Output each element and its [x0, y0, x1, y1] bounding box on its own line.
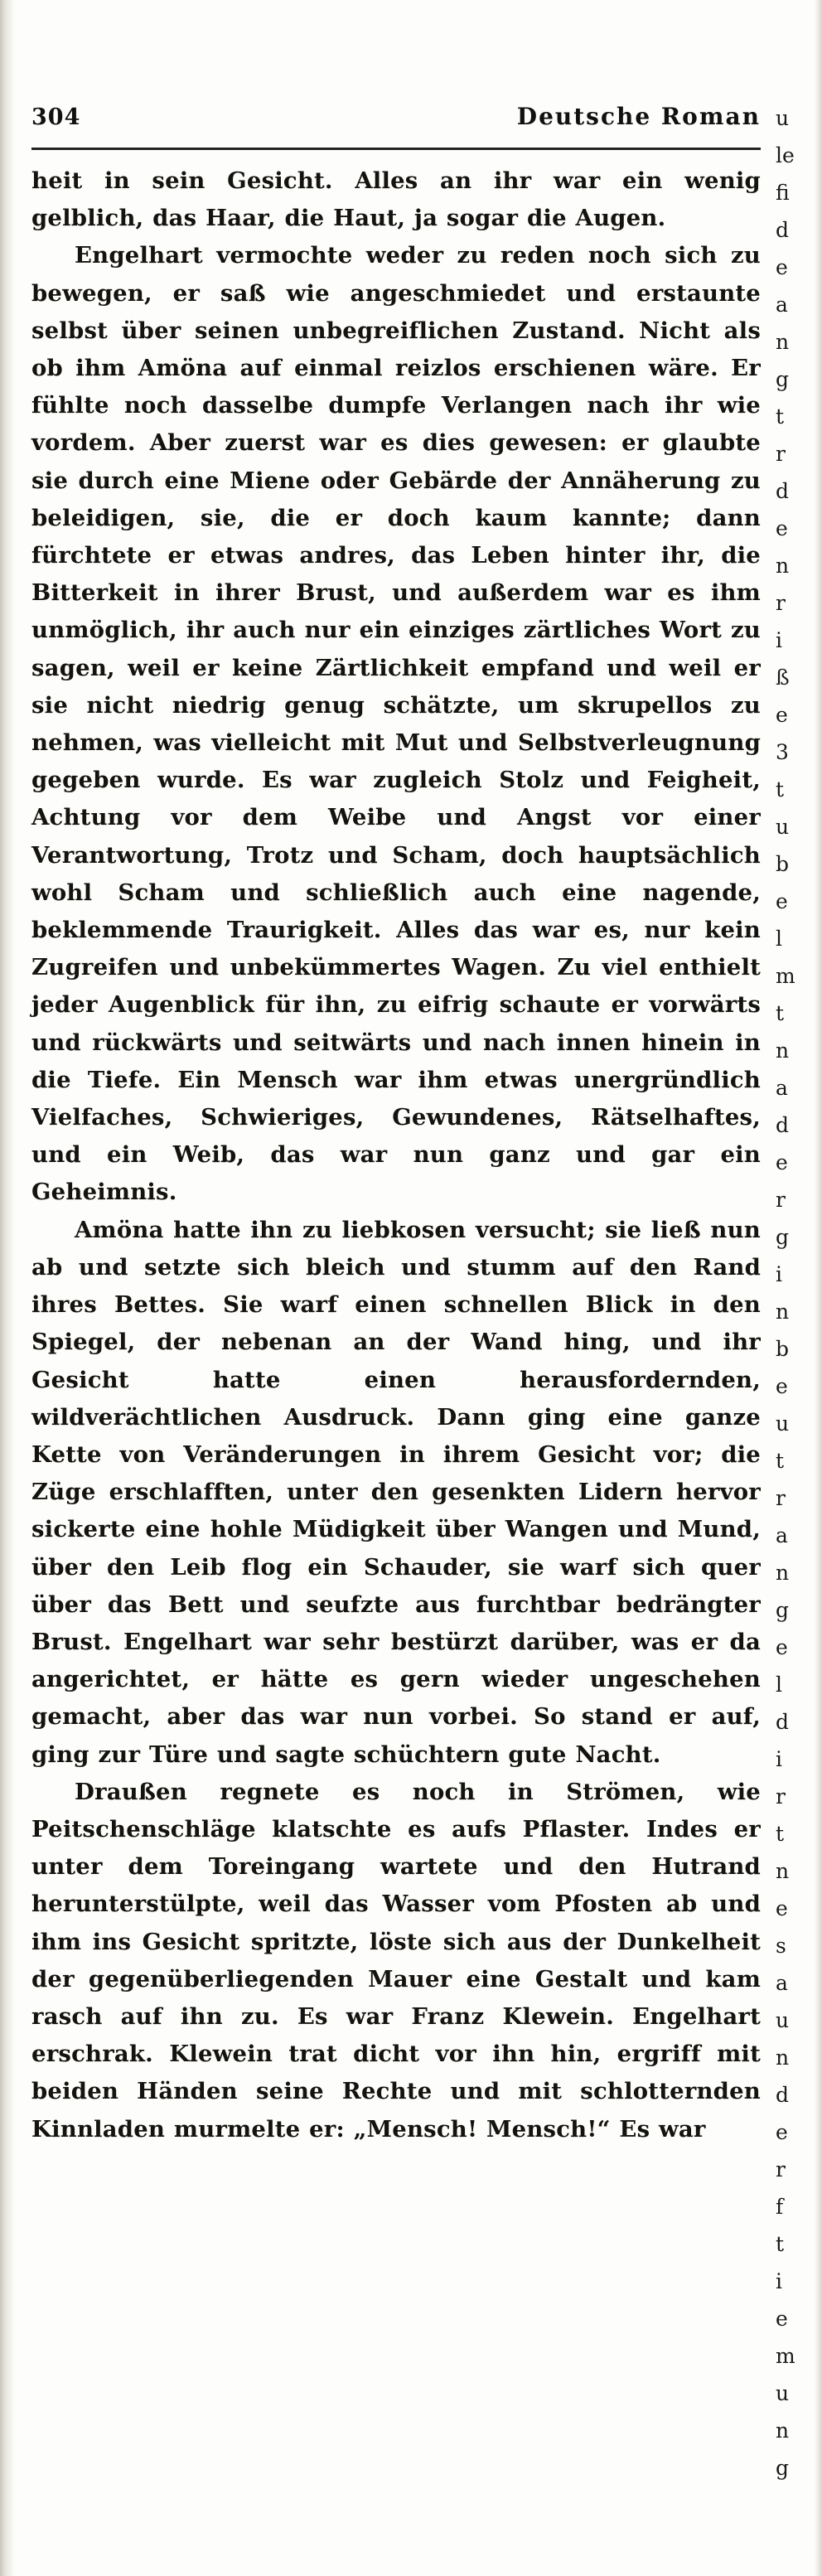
- column-sliver-line: u: [776, 2008, 790, 2032]
- column-sliver-line: le: [776, 143, 795, 167]
- column-sliver-line: r: [776, 442, 786, 466]
- column-sliver-line: b: [776, 852, 790, 876]
- column-sliver-line: i: [776, 628, 782, 652]
- column-sliver-line: n: [776, 2046, 790, 2070]
- column-sliver-line: t: [776, 2232, 785, 2256]
- column-sliver-line: n: [776, 1039, 790, 1063]
- column-sliver-line: n: [776, 2419, 790, 2443]
- column-sliver-line: e: [776, 2307, 788, 2331]
- column-sliver-line: d: [776, 1113, 790, 1137]
- column-sliver-line: t: [776, 1001, 785, 1025]
- column-sliver-line: u: [776, 106, 790, 130]
- column-sliver-line: fi: [776, 181, 790, 205]
- column-sliver-line: g: [776, 1598, 790, 1622]
- running-header: [31, 104, 761, 138]
- paragraph: Amöna hatte ihn zu liebkosen versucht; sie ließ nun ab und setzte sich bleich und stumm auf den Rand ihres Bettes. Sie warf einen schnellen Blick in den Spiegel, der nebenan an der Wand hing, und ihr Gesicht hatte einen herausfordernden, wildverächtlichen Ausdruck. Dann ging eine ganze Kette von Veränderungen in ihrem Gesicht vor; die Züge erschlafften, unter den gesenkten Lidern hervor sickerte eine hohle Müdigkeit über Wangen und Mund, über den Leib flog ein Schauder, sie warf sich quer über das Bett und seufzte aus furchtbar bedrängter Brust. Engelhart war sehr bestürzt darüber, was er da angerichtet, er hätte es gern wieder ungeschehen gemacht, aber das war nun vorbei. So stand er auf, ging zur Türe und sagte schüchtern gute Nacht.: [31, 1216, 761, 1768]
- column-sliver-line: n: [776, 1300, 790, 1324]
- column-sliver-line: u: [776, 815, 790, 839]
- column-sliver-line: e: [776, 516, 788, 540]
- column-sliver-line: r: [776, 2157, 786, 2181]
- column-sliver-line: l: [776, 927, 782, 951]
- column-sliver-line: t: [776, 1822, 785, 1846]
- column-sliver-line: r: [776, 1784, 786, 1809]
- column-sliver-line: m: [776, 2344, 795, 2368]
- column-sliver-line: n: [776, 1859, 790, 1883]
- running-head-title: Deutsche Roman: [516, 103, 761, 130]
- scan-edge-left: [0, 0, 15, 2576]
- paragraph: heit in sein Gesicht. Alles an ihr war ein wenig gelblich, das Haar, die Haut, ja sogar die Augen.: [31, 167, 761, 232]
- column-sliver-line: e: [776, 1150, 788, 1174]
- column-sliver-line: e: [776, 1635, 788, 1659]
- column-sliver-line: ß: [776, 666, 790, 690]
- page-content: [31, 0, 761, 2576]
- column-sliver-line: f: [776, 2195, 784, 2219]
- column-sliver-line: a: [776, 1523, 788, 1547]
- column-sliver-line: m: [776, 964, 795, 988]
- column-sliver-line: n: [776, 330, 790, 354]
- column-sliver-line: e: [776, 2120, 788, 2144]
- column-sliver-line: i: [776, 1747, 782, 1771]
- column-sliver-line: e: [776, 255, 788, 279]
- column-sliver-line: u: [776, 1411, 790, 1436]
- column-sliver-line: r: [776, 1188, 786, 1212]
- column-sliver-line: e: [776, 1374, 788, 1398]
- column-sliver-line: g: [776, 1225, 790, 1249]
- column-sliver-line: a: [776, 1971, 788, 1995]
- column-sliver-line: u: [776, 2381, 790, 2405]
- column-sliver-line: e: [776, 703, 788, 727]
- column-sliver-line: n: [776, 1561, 790, 1585]
- column-sliver-line: d: [776, 479, 790, 503]
- column-sliver-line: e: [776, 889, 788, 913]
- column-sliver-line: s: [776, 1934, 786, 1958]
- column-sliver-line: a: [776, 1076, 788, 1100]
- column-sliver-line: t: [776, 1449, 785, 1473]
- column-sliver-line: t: [776, 777, 785, 801]
- column-sliver-line: r: [776, 1486, 786, 1510]
- body-text: [31, 162, 761, 2148]
- column-sliver-line: g: [776, 367, 790, 391]
- column-sliver-line: l: [776, 1673, 782, 1697]
- column-sliver-line: n: [776, 554, 790, 578]
- column-sliver-line: i: [776, 1262, 782, 1286]
- column-sliver-line: e: [776, 1896, 788, 1920]
- column-sliver-line: i: [776, 2269, 782, 2293]
- column-sliver-line: d: [776, 2083, 790, 2107]
- paragraph: Draußen regnete es noch in Strömen, wie Peitschenschläge klatschte es aufs Pflaster. Indes er unter dem Toreingang wartete und den Hutrand herunterstülpte, weil das Wasser vom Pfosten ab und ihm ins Gesicht spritzte, löste sich aus der Dunkelheit der gegenüberliegenden Mauer eine Gestalt und kam rasch auf ihn zu. Es war Franz Klewein. Engelhart erschrak. Klewein trat dicht vor ihn hin, ergriff mit beiden Händen seine Rechte und mit schlotternden Kinnladen murmelte er: „Mensch! Mensch!“ Es war: [31, 1778, 761, 2143]
- column-sliver-line: b: [776, 1337, 790, 1361]
- adjacent-column-sliver: [776, 99, 814, 2503]
- column-sliver-line: r: [776, 591, 786, 615]
- paragraph: Engelhart vermochte weder zu reden noch sich zu bewegen, er saß wie angeschmiedet und erstaunte selbst über seinen unbegreiflichen Zustand. Nicht als ob ihm Amöna auf einmal reizlos erschienen wäre. Er fühlte noch dasselbe dumpfe Verlangen nach ihr wie vordem. Aber zuerst war es dies gewesen: er glaubte sie durch eine Miene oder Gebärde der Annäherung zu beleidigen, sie, die er doch kaum kannte; dann fürchtete er etwas andres, das Leben hinter ihr, die Bitterkeit in ihrer Brust, und außerdem war es ihm unmöglich, ihr auch nur ein einziges zärtliches Wort zu sagen, weil er keine Zärtlichkeit empfand und weil er sie nicht niedrig genug schätzte, um skrupellos zu nehmen, was vielleicht mit Mut und Selbstverleugnung gegeben wurde. Es war zugleich Stolz und Feigheit, Achtung vor dem Weibe und Angst vor einer Verantwortung, Trotz und Scham, doch hauptsächlich wohl Scham und schließlich auch eine nagende, beklemmende Traurigkeit. Alles das war es, nur kein Zugreifen und unbekümmertes Wagen. Zu viel enthielt jeder Augenblick für ihn, zu eifrig schaute er vorwärts und rückwärts und seitwärts und nach innen hinein in die Tiefe. Ein Mensch war ihm etwas unergründlich Vielfaches, Schwieriges, Gewundenes, Rätselhaftes, und ein Weib, das war nun ganz und gar ein Geheimnis.: [31, 242, 761, 1206]
- scan-edge-right: [814, 0, 822, 2576]
- column-sliver-line: a: [776, 293, 788, 317]
- header-rule: [31, 148, 761, 150]
- column-sliver-line: d: [776, 218, 790, 242]
- column-sliver-line: 3: [776, 740, 789, 764]
- column-sliver-line: t: [776, 404, 785, 429]
- page-number: 304: [31, 104, 81, 130]
- column-sliver-line: d: [776, 1710, 790, 1734]
- column-sliver-line: g: [776, 2456, 790, 2480]
